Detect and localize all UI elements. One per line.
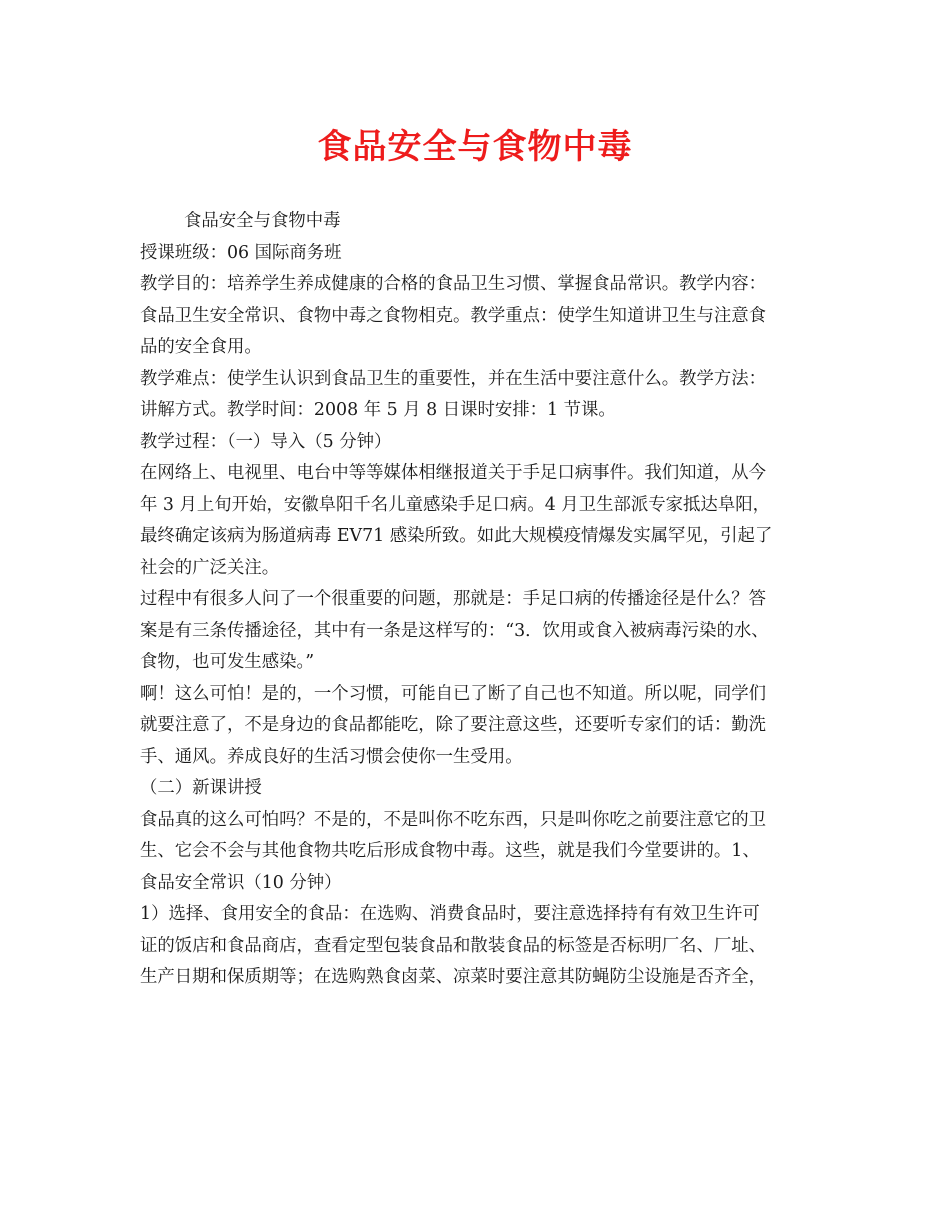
paragraph	[140, 206, 820, 238]
document-body	[140, 206, 820, 994]
text-line: 最终确定该病为肠道病毒 EV71 感染所致。如此大规模疫情爆发实属罕见，引起了	[140, 526, 773, 546]
text-line: 社会的广泛关注。	[140, 557, 280, 578]
paragraph	[140, 364, 820, 427]
paragraph	[140, 679, 820, 774]
text-line: 食品安全常识（10 分钟）	[140, 872, 342, 893]
text-line: 生产日期和保质期等；在选购熟食卤菜、凉菜时要注意其防蝇防尘设施是否齐全，	[140, 967, 767, 987]
paragraph	[140, 805, 820, 900]
text-line: 教学目的：培养学生养成健康的合格的食品卫生习惯、掌握食品常识。教学内容：	[140, 274, 767, 294]
text-line: 就要注意了，不是身边的食品都能吃，除了要注意这些，还要听专家们的话：勤洗	[140, 715, 767, 735]
paragraph	[140, 238, 820, 270]
text-line: 食品真的这么可怕吗？不是的，不是叫你不吃东西，只是叫你吃之前要注意它的卫	[140, 809, 767, 830]
text-line: 授课班级：06 国际商务班	[140, 242, 342, 263]
text-line: 过程中有很多人问了一个很重要的问题，那就是：手足口病的传播途径是什么？答	[140, 589, 767, 609]
text-line: 生、它会不会与其他食物共吃后形成食物中毒。这些，就是我们今堂要讲的。1、	[140, 841, 760, 861]
text-line: 案是有三条传播途径，其中有一条是这样写的：“3．饮用或食入被病毒污染的水、	[140, 620, 769, 641]
text-line: 食品安全与食物中毒	[184, 211, 341, 231]
paragraph	[140, 427, 820, 459]
text-line: 证的饭店和食品商店，查看定型包装食品和散装食品的标签是否标明厂名、厂址、	[140, 935, 767, 956]
text-line: 在网络上、电视里、电台中等等媒体相继报道关于手足口病事件。我们知道，从今	[140, 463, 767, 483]
text-line: 食物，也可发生感染。”	[140, 652, 315, 672]
text-line: 啊！这么可怕！是的，一个习惯，可能自已了断了自己也不知道。所以呢，同学们	[140, 683, 767, 704]
text-line: 讲解方式。教学时间：2008 年 5 月 8 日课时安排：1 节课。	[140, 400, 616, 420]
paragraph	[140, 269, 820, 364]
paragraph	[140, 458, 820, 584]
text-line: 教学过程：（一）导入（5 分钟）	[140, 431, 392, 452]
text-line: 1）选择、食用安全的食品：在选购、消费食品时，要注意选择持有有效卫生许可	[140, 904, 760, 924]
text-line: 食品卫生安全常识、食物中毒之食物相克。教学重点：使学生知道讲卫生与注意食	[140, 305, 767, 326]
paragraph	[140, 773, 820, 805]
paragraph	[140, 584, 820, 679]
text-line: 教学难点：使学生认识到食品卫生的重要性，并在生活中要注意什么。教学方法：	[140, 368, 767, 389]
text-line: 手、通风。养成良好的生活习惯会使你一生受用。	[140, 746, 523, 767]
text-line: 年 3 月上旬开始，安徽阜阳千名儿童感染手足口病。4 月卫生部派专家抵达阜阳，	[140, 494, 770, 515]
text-line: 品的安全食用。	[140, 337, 262, 357]
text-line: （二）新课讲授	[140, 778, 262, 798]
document-title: 食品安全与食物中毒	[317, 127, 633, 167]
paragraph	[140, 899, 820, 994]
